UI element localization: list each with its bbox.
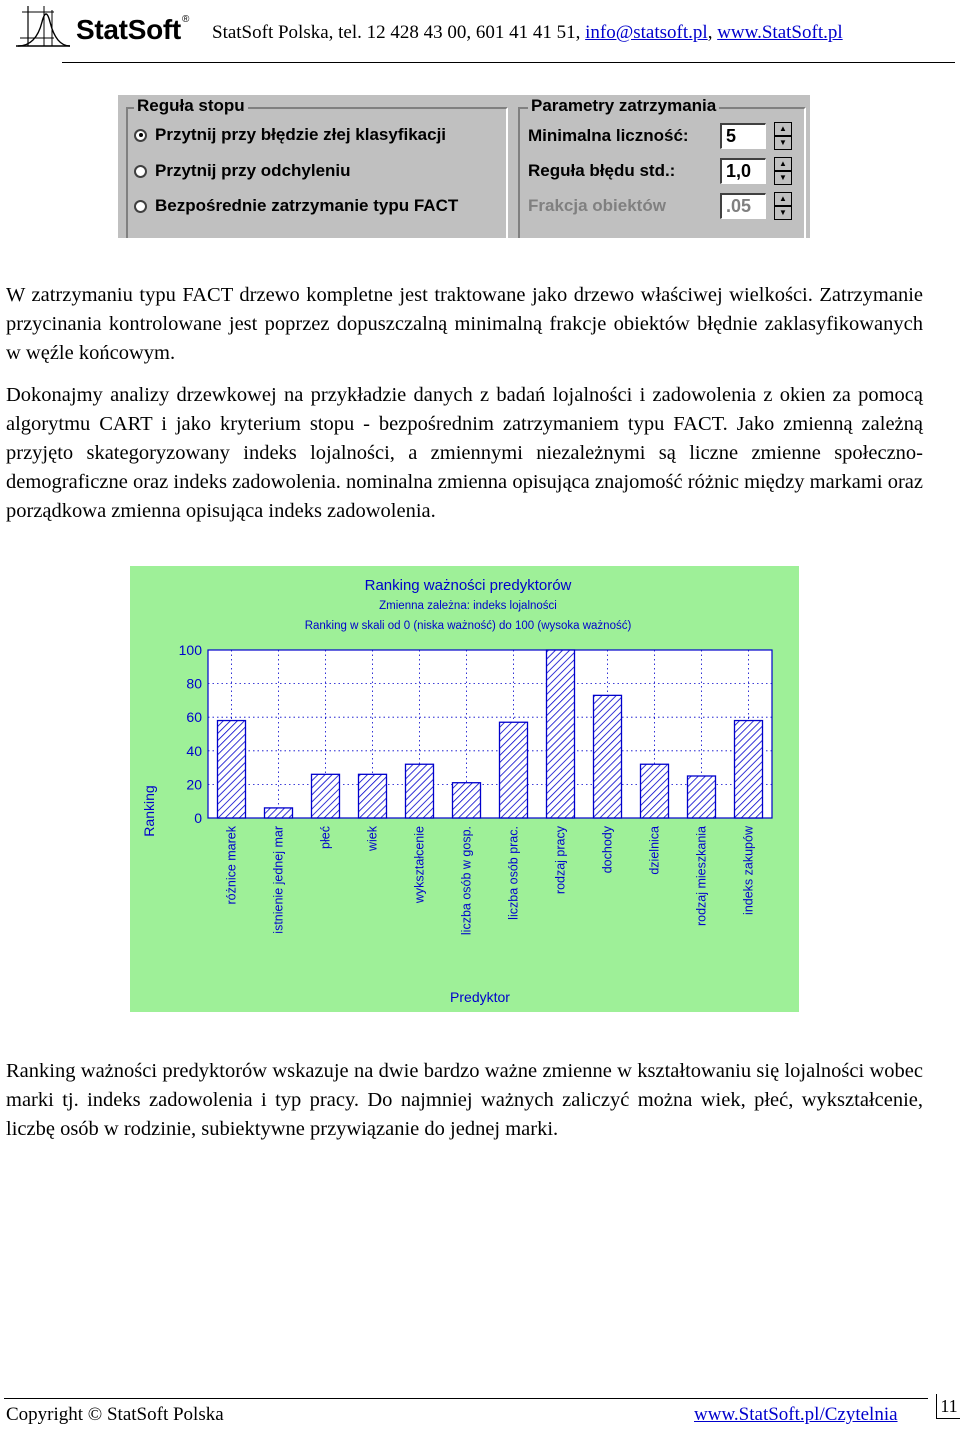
fraction-spinner xyxy=(774,192,792,220)
x-tick-label: wiek xyxy=(365,826,380,852)
header-divider xyxy=(62,62,955,63)
spin-up-icon: ▲ xyxy=(774,192,792,206)
spin-down-icon[interactable]: ▼ xyxy=(774,171,792,185)
bar xyxy=(406,764,434,818)
radio-fact-stopping[interactable] xyxy=(134,195,458,217)
header-email-link[interactable]: info@statsoft.pl xyxy=(585,22,708,43)
bar xyxy=(453,783,481,818)
x-axis-label: Predyktor xyxy=(450,989,510,1005)
min-count-input[interactable]: 5 xyxy=(720,123,766,149)
footer-copyright: Copyright © StatSoft Polska xyxy=(6,1404,224,1425)
bar xyxy=(594,695,622,818)
x-tick-label: dzielnica xyxy=(647,826,662,875)
y-tick-label: 0 xyxy=(194,810,202,826)
fraction-input: .05 xyxy=(720,193,766,219)
x-tick-label: istnienie jednej mar xyxy=(271,826,286,934)
footer-link[interactable]: www.StatSoft.pl/Czytelnia xyxy=(694,1404,898,1425)
x-tick-label: liczba osób w gosp. xyxy=(459,826,474,936)
min-count-spinner[interactable] xyxy=(774,122,792,150)
bar xyxy=(547,650,575,818)
y-axis-label: Ranking xyxy=(141,785,157,837)
radio-label: Przytnij przy błędzie złej klasyfikacji xyxy=(155,125,447,144)
x-tick-label: płeć xyxy=(318,826,333,849)
bar xyxy=(500,722,528,818)
page-number: 11 xyxy=(936,1394,960,1419)
param-label: Frakcja obiektów xyxy=(528,196,666,215)
y-tick-label: 60 xyxy=(186,709,202,726)
bar xyxy=(688,776,716,818)
radio-label: Bezpośrednie zatrzymanie typu FACT xyxy=(155,196,459,215)
chart-title: Ranking ważności predyktorów xyxy=(364,577,572,594)
y-tick-label: 100 xyxy=(178,642,202,658)
param-label: Reguła błędu std.: xyxy=(528,161,676,180)
chart-subtitle: Ranking w skali od 0 (niska ważność) do 100 (wysoka ważność) xyxy=(304,620,632,632)
logo-text: StatSoft® xyxy=(76,14,190,45)
header-separator: , xyxy=(707,22,718,43)
param-min-count xyxy=(528,121,792,151)
spin-up-icon[interactable]: ▲ xyxy=(774,157,792,171)
param-std-error-rule xyxy=(528,156,792,186)
x-tick-label: wykształcenie xyxy=(412,826,427,904)
statsoft-logo xyxy=(14,2,204,58)
bar xyxy=(218,721,246,818)
paragraph-fact: W zatrzymaniu typu FACT drzewo kompletne jest traktowane jako drzewo właściwej wielkości. Zatrzymanie przycinania kontrolowane jest poprzez dopuszczalną minimalną frakcje obiektów błędnie zaklasyfikowanych w węźle końcowym. xyxy=(6,284,923,364)
params-title: Parametry zatrzymania xyxy=(528,96,719,116)
bar xyxy=(735,721,763,818)
logo-chart-icon xyxy=(14,2,70,50)
spin-down-icon: ▼ xyxy=(774,206,792,220)
spin-up-icon[interactable]: ▲ xyxy=(774,122,792,136)
chart-svg xyxy=(130,566,799,1012)
predictor-importance-chart xyxy=(130,566,799,1012)
param-object-fraction xyxy=(528,191,792,221)
param-label: Minimalna liczność: xyxy=(528,126,689,145)
header-website-link[interactable]: www.StatSoft.pl xyxy=(717,22,843,43)
radio-button-icon[interactable] xyxy=(134,129,147,142)
bar xyxy=(359,774,387,818)
radio-label: Przytnij przy odchyleniu xyxy=(155,161,351,180)
page-header xyxy=(0,0,960,66)
spin-down-icon[interactable]: ▼ xyxy=(774,136,792,150)
bar xyxy=(265,808,293,818)
x-tick-label: rodzaj mieszkania xyxy=(694,826,709,927)
header-contact xyxy=(212,22,843,44)
bar xyxy=(312,774,340,818)
stop-rule-title: Reguła stopu xyxy=(134,96,248,116)
y-tick-label: 40 xyxy=(186,742,202,759)
std-error-spinner[interactable] xyxy=(774,157,792,185)
paragraph-analysis: Dokonajmy analizy drzewkowej na przykładzie danych z badań lojalności i zadowolenia z okien za pomocą algorytmu CART i jako kryterium stopu - bezpośrednim zatrzymaniem typu FACT. Jako zmienną zależną przyjęto skategoryzowany indeks lojalności, a zmiennymi niezależnymi są liczne zmienne społeczno-demograficzne oraz indeks zadowolenia. nominalna zmienna opisująca znajomość różnic między markami oraz porządkowa zmienna opisująca indeks zadowolenia. xyxy=(6,384,923,522)
y-tick-label: 20 xyxy=(186,776,202,793)
footer-divider xyxy=(4,1398,928,1399)
header-phone: StatSoft Polska, tel. 12 428 43 00, 601 41 41 51, xyxy=(212,22,586,43)
radio-button-icon[interactable] xyxy=(134,165,147,178)
std-error-input[interactable]: 1,0 xyxy=(720,158,766,184)
chart-subtitle: Zmienna zależna: indeks lojalności xyxy=(379,600,557,612)
x-tick-label: rodzaj pracy xyxy=(553,826,568,895)
x-tick-label: indeks zakupów xyxy=(741,826,756,915)
radio-prune-misclassification[interactable] xyxy=(134,124,446,146)
bar xyxy=(641,764,669,818)
radio-button-icon[interactable] xyxy=(134,200,147,213)
x-tick-label: liczba osób prac. xyxy=(506,826,521,920)
radio-prune-deviation[interactable] xyxy=(134,160,351,182)
x-tick-label: dochody xyxy=(600,826,615,874)
x-tick-label: różnice marek xyxy=(224,826,239,905)
stop-rule-dialog xyxy=(118,95,810,238)
y-tick-label: 80 xyxy=(186,675,202,692)
paragraph-ranking: Ranking ważności predyktorów wskazuje na dwie bardzo ważne zmienne w kształtowaniu się lojalności wobec marki tj. indeks zadowolenia i typ pracy. Do najmniej ważnych zaliczyć można wiek, płeć, wykształcenie, liczbę osób w rodzinie, subiektywne przywiązanie do jednej marki. xyxy=(6,1060,923,1140)
